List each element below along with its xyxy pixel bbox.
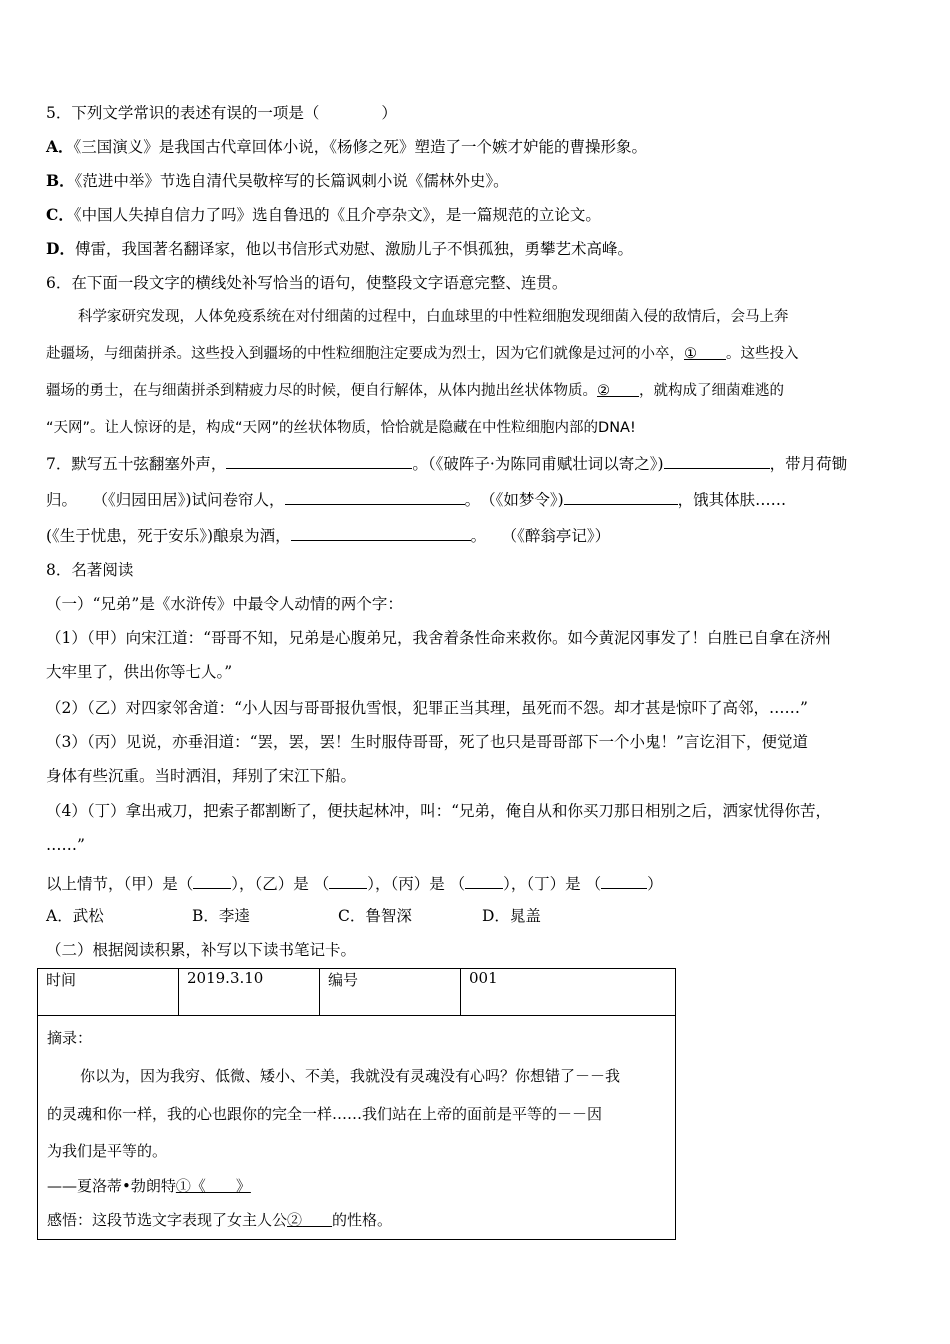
q7-line-2	[46, 488, 786, 510]
fill-text: ）	[647, 875, 663, 893]
q7-blank-2[interactable]	[664, 452, 770, 469]
q7-text: 。 （《如梦令》)	[464, 491, 564, 509]
option-letter: B．	[46, 171, 75, 190]
q8-item-1b: 大牢里了，供出你等七人。”	[46, 663, 233, 681]
card-excerpt-line-2: 的灵魂和你一样，我的心也跟你的完全一样……我们站在上帝的面前是平等的－－因	[47, 1105, 603, 1123]
option-text: 《三国演义》是我国古代章回体小说，《杨修之死》塑造了一个嫉才妒能的曹操形象。	[73, 138, 648, 156]
card-source	[47, 1176, 251, 1196]
q7-line-1	[46, 452, 847, 474]
q5-option-a	[46, 137, 647, 157]
blank-marker: ②	[597, 383, 610, 399]
q8-fill-line	[46, 872, 663, 894]
option-letter: C．	[46, 205, 74, 224]
q7-text: 7．默写五十弦翻塞外声，	[46, 455, 227, 473]
q6-stem: 6．在下面一段文字的横线处补写恰当的语句，使整段文字语意完整、连贯。	[46, 274, 568, 292]
q7-text: 。（《破阵子·为陈同甫赋壮词以寄之》)	[412, 455, 664, 473]
q6-blank-1[interactable]	[684, 346, 726, 362]
card-time-value: 2019.3.10	[179, 969, 320, 1016]
card-number-label: 编号	[320, 969, 461, 1016]
q7-text: (《生于忧患，死于安乐》)酿泉为酒，	[46, 527, 291, 545]
q6-text: 。这些投入	[726, 346, 799, 362]
q7-text: 。 （《醉翁亭记》）	[470, 527, 611, 545]
q8-item-2: （2）（乙）对四家邻舍道：“小人因与哥哥报仇雪恨，犯罪正当其理，虽死而不怨。却才甚是惊吓了高邻，……”	[46, 699, 808, 717]
card-feeling-blank[interactable]	[287, 1211, 332, 1229]
card-feeling-text: 的性格。	[332, 1211, 393, 1229]
q7-blank-3[interactable]	[285, 488, 465, 505]
q6-para-line-3	[46, 381, 784, 401]
q6-para-line-1: 科学家研究发现，人体免疫系统在对付细菌的过程中，白血球里的中性粒细胞发现细菌入侵的敌情后，会马上奔	[78, 309, 789, 325]
card-excerpt-line-3: 为我们是平等的。	[47, 1142, 168, 1160]
card-excerpt-line-1: 你以为，因为我穷、低微、矮小、不美，我就没有灵魂没有心吗？你想错了－－我	[80, 1067, 621, 1085]
choice-c: C．鲁智深	[338, 907, 412, 925]
q6-text: 疆场的勇士，在与细菌拼杀到精疲力尽的时候，便自行解体，从体内抛出丝状体物质。	[46, 383, 597, 399]
q5-option-b	[46, 171, 509, 191]
q7-line-3	[46, 524, 610, 546]
fill-blank-yi[interactable]	[329, 872, 367, 889]
choice-b: B．李逵	[192, 907, 250, 925]
q8-part2-title: （二）根据阅读积累，补写以下读书笔记卡。	[46, 941, 357, 959]
q8-item-3b: 身体有些沉重。当时洒泪，拜别了宋江下船。	[46, 767, 357, 785]
q8-part1-title: （一）“兄弟”是《水浒传》中最令人动情的两个字：	[46, 595, 403, 613]
fill-text: 以上情节，（甲）是（	[46, 875, 194, 893]
q7-text: ，带月荷锄	[769, 455, 848, 473]
q8-stem: 8．名著阅读	[46, 561, 134, 579]
card-number-value: 001	[461, 969, 676, 1016]
card-body	[38, 1016, 676, 1240]
card-header-row	[38, 969, 676, 1016]
q5-option-d	[46, 239, 633, 259]
blank-marker: ②	[287, 1211, 303, 1229]
card-source-blank[interactable]: ①《 》	[175, 1177, 251, 1195]
option-text: 《范进中举》节选自清代吴敬梓写的长篇讽刺小说《儒林外史》。	[74, 172, 509, 190]
q7-text: ，饿其体肤……	[677, 491, 787, 509]
option-letter: A．	[46, 137, 74, 156]
option-text: 《中国人失掉自信力了吗》选自鲁迅的《且介亭杂文》，是一篇规范的立论文。	[73, 206, 601, 224]
fill-blank-jia[interactable]	[193, 872, 231, 889]
card-excerpt-label: 摘录：	[47, 1029, 93, 1047]
choice-d: D．晁盖	[482, 907, 541, 925]
q6-text: 赴疆场，与细菌拼杀。这些投入到疆场的中性粒细胞注定要成为烈士，因为它们就像是过河的小卒，	[46, 346, 684, 362]
q6-text: ，就构成了细菌难逃的	[639, 383, 784, 399]
q7-text: 归。 （《归园田居》)试问卷帘人，	[46, 491, 285, 509]
fill-text: ），（乙）是 （	[231, 875, 330, 893]
q8-item-1a: （1）（甲）向宋江道：“哥哥不知，兄弟是心腹弟兄，我舍着条性命来救你。如今黄泥冈事发了！白胜已自拿在济州	[46, 629, 832, 647]
option-text: 傅雷，我国著名翻译家，他以书信形式劝慰、激励儿子不惧孤独，勇攀艺术高峰。	[74, 240, 633, 258]
q8-item-3a: （3）（丙）见说，亦垂泪道：“罢，罢，罢！生时服侍哥哥，死了也只是哥哥部下一个小鬼！”言讫泪下，便觉道	[46, 733, 808, 751]
q6-para-line-2	[46, 344, 799, 364]
blank-marker: ①	[684, 346, 697, 362]
card-source-author: ——夏洛蒂•勃朗特	[47, 1177, 176, 1195]
fill-text: ），（丁）是 （	[503, 875, 602, 893]
choice-a: A．武松	[46, 907, 104, 925]
q7-blank-5[interactable]	[291, 524, 471, 541]
q5-stem: 5．下列文学常识的表述有误的一项是（ ）	[46, 104, 397, 122]
reading-note-card	[37, 968, 676, 1240]
fill-blank-ding[interactable]	[601, 872, 647, 889]
q7-blank-4[interactable]	[564, 488, 678, 505]
card-time-label: 时间	[38, 969, 179, 1016]
card-feeling-text: 感悟：这段节选文字表现了女主人公	[47, 1211, 288, 1229]
q6-blank-2[interactable]	[597, 383, 639, 399]
q7-blank-1[interactable]	[226, 452, 412, 469]
q8-item-4a: （4）（丁）拿出戒刀，把索子都割断了，便扶起林冲，叫：“兄弟，俺自从和你买刀那日相别之后，洒家忧得你苦，	[46, 802, 832, 820]
fill-blank-bing[interactable]	[465, 872, 503, 889]
q6-para-line-4: “天网”。让人惊讶的是，构成“天网”的丝状体物质，恰恰就是隐藏在中性粒细胞内部的DNA!	[46, 420, 636, 436]
q5-option-c	[46, 205, 601, 225]
option-letter: D．	[46, 239, 75, 258]
fill-text: ），（丙）是 （	[367, 875, 466, 893]
card-feeling	[47, 1210, 392, 1230]
q8-item-4b: ……”	[46, 836, 85, 854]
